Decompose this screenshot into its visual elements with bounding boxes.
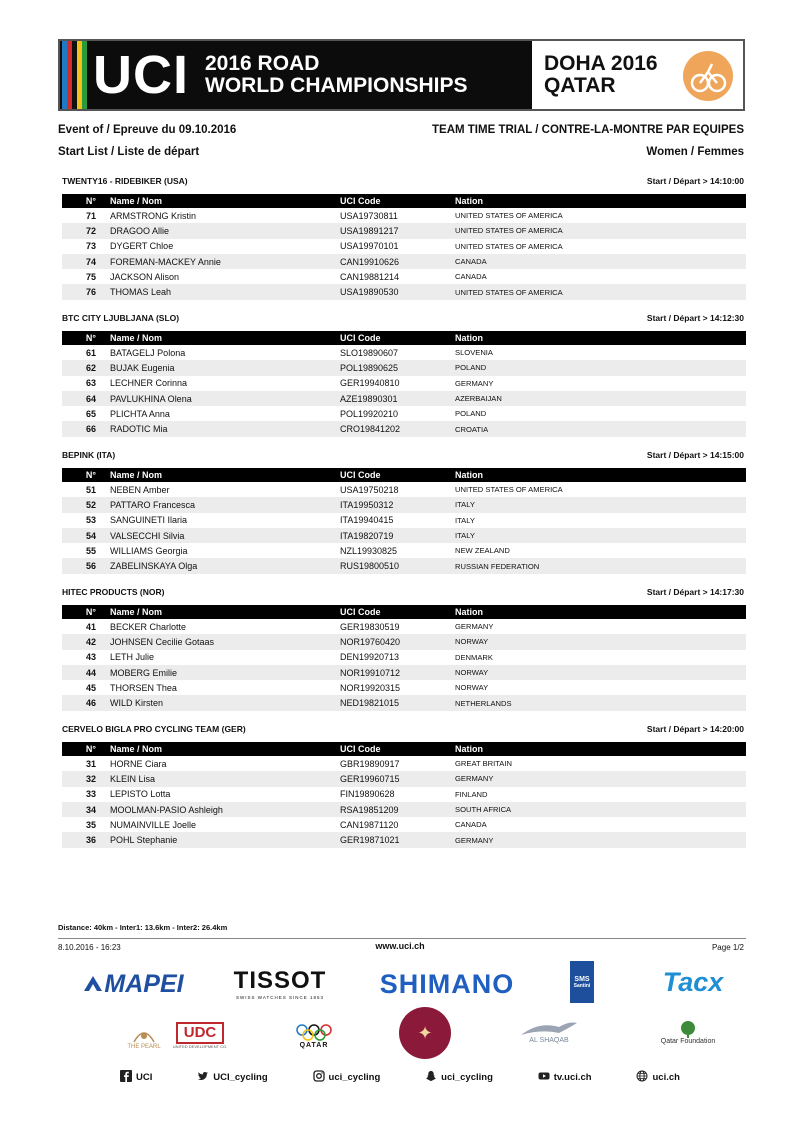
rider-nation: DENMARK xyxy=(455,652,493,662)
social-label: uci_cycling xyxy=(328,1072,381,1083)
uci-logo-text: UCI xyxy=(93,45,189,105)
col-header-uci-code: UCI Code xyxy=(340,742,455,756)
rider-name: WILLIAMS Georgia xyxy=(110,545,188,556)
social-label: uci_cycling xyxy=(441,1072,493,1083)
qf-text: Qatar Foundation xyxy=(660,1037,716,1045)
rider-name: DYGERT Chloe xyxy=(110,241,174,252)
distance-info: Distance: 40km - Inter1: 13.6km - Inter2: 26.4km xyxy=(58,923,228,932)
rider-uci-code: USA19970101 xyxy=(340,241,399,252)
rider-uci-code: NOR19760420 xyxy=(340,634,455,649)
rider-number: 43 xyxy=(85,652,96,663)
rider-uci-code: RUS19800510 xyxy=(340,558,455,573)
table-row xyxy=(62,513,746,528)
santini-text: Santini xyxy=(573,982,591,989)
table-row xyxy=(62,391,746,406)
rider-name: PAVLUKHINA Olena xyxy=(110,391,340,406)
rider-nation: AZERBAIJAN xyxy=(455,391,746,406)
rider-nation: NORWAY xyxy=(455,634,746,649)
tissot-text: TISSOT xyxy=(233,966,327,994)
rider-uci-code: ITA19950312 xyxy=(340,497,455,512)
rider-number: 44 xyxy=(62,665,110,680)
rider-number: 31 xyxy=(85,758,96,769)
championship-title-line1: 2016 ROAD xyxy=(205,52,320,75)
table-row xyxy=(62,482,746,497)
rider-uci-code: CAN19871120 xyxy=(340,819,399,830)
team-start-time: Start / Départ > 14:12:30 xyxy=(646,313,744,323)
rider-uci-code: USA19891217 xyxy=(340,223,455,238)
table-row xyxy=(62,695,746,710)
rider-number: 64 xyxy=(62,391,110,406)
rider-name: JACKSON Alison xyxy=(110,271,180,282)
rider-number: 71 xyxy=(85,210,96,221)
rider-table xyxy=(62,742,746,848)
col-header-nation: Nation xyxy=(455,331,746,345)
globe-icon xyxy=(636,1070,648,1085)
rider-nation: UNITED STATES OF AMERICA xyxy=(455,211,563,221)
rider-name: RADOTIC Mia xyxy=(110,421,340,436)
rainbow-stripes xyxy=(62,41,87,109)
rainbow-stripe xyxy=(82,41,87,109)
social-label: tv.uci.ch xyxy=(553,1072,592,1083)
col-header-name: Name / Nom xyxy=(110,331,340,345)
social-label: UCI xyxy=(136,1072,153,1083)
col-header-uci-code: UCI Code xyxy=(340,331,455,345)
rider-name: JOHNSEN Cecilie Gotaas xyxy=(110,634,340,649)
horse-icon xyxy=(519,1019,579,1037)
social-link[interactable] xyxy=(538,1070,592,1085)
table-header xyxy=(62,194,746,208)
udc-text: UDC xyxy=(176,1022,224,1044)
social-link[interactable] xyxy=(120,1070,152,1085)
col-header-number: N° xyxy=(62,605,110,619)
rider-number: 66 xyxy=(62,421,110,436)
rider-number: 52 xyxy=(62,497,110,512)
sms-santini-logo xyxy=(570,961,594,1003)
rider-table xyxy=(62,194,746,300)
rider-table xyxy=(62,331,746,437)
footer-divider xyxy=(58,938,746,939)
rider-uci-code: GER19871021 xyxy=(340,832,455,847)
table-row xyxy=(62,269,746,284)
rider-name: SANGUINETI Ilaria xyxy=(110,515,188,526)
page-number: Page 1/2 xyxy=(711,943,744,952)
rider-uci-code: POL19890625 xyxy=(340,360,455,375)
rider-name: LECHNER Corinna xyxy=(110,378,188,389)
col-header-number: N° xyxy=(62,742,110,756)
col-header-uci-code: UCI Code xyxy=(340,605,455,619)
al-shaqab-logo xyxy=(494,1013,604,1049)
table-row xyxy=(62,421,746,436)
rider-number: 63 xyxy=(85,378,96,389)
rider-number: 55 xyxy=(85,545,96,556)
table-row xyxy=(62,254,746,269)
team-start-time: Start / Départ > 14:20:00 xyxy=(646,724,744,734)
rider-number: 75 xyxy=(85,271,96,282)
table-row xyxy=(62,771,746,786)
qatar-foundation-logo xyxy=(628,1013,748,1051)
table-row xyxy=(62,802,746,817)
twitter-icon xyxy=(197,1070,209,1085)
rider-uci-code: POL19920210 xyxy=(340,408,399,419)
table-header xyxy=(62,331,746,345)
rider-nation: CANADA xyxy=(455,820,487,830)
table-row xyxy=(62,832,746,847)
team-start-time: Start / Départ > 14:15:00 xyxy=(646,450,744,460)
social-label: uci.ch xyxy=(652,1072,680,1083)
rider-nation: NEW ZEALAND xyxy=(455,546,510,556)
table-row xyxy=(62,497,746,512)
col-header-name: Name / Nom xyxy=(110,605,340,619)
rider-name: ARMSTRONG Kristin xyxy=(110,210,197,221)
sms-text: SMS xyxy=(574,975,590,983)
udc-logo xyxy=(172,1015,228,1055)
rider-number: 73 xyxy=(85,241,96,252)
rider-nation: GERMANY xyxy=(455,378,494,388)
rider-nation: POLAND xyxy=(455,360,746,375)
rider-nation: UNITED STATES OF AMERICA xyxy=(455,223,746,238)
rider-nation: ITALY xyxy=(455,515,475,525)
table-row xyxy=(62,360,746,375)
championship-title-line2: WORLD CHAMPIONSHIPS xyxy=(205,74,468,97)
tissot-logo xyxy=(230,960,330,1006)
rider-uci-code: GER19960715 xyxy=(340,771,455,786)
rider-nation: CANADA xyxy=(455,254,746,269)
col-header-name: Name / Nom xyxy=(110,468,340,482)
table-row xyxy=(62,543,746,558)
table-row xyxy=(62,345,746,360)
col-header-name: Name / Nom xyxy=(110,742,340,756)
social-links xyxy=(120,1070,680,1085)
rider-name: LETH Julie xyxy=(110,652,155,663)
rider-name: WILD Kirsten xyxy=(110,695,340,710)
table-row xyxy=(62,787,746,802)
rider-name: FOREMAN-MACKEY Annie xyxy=(110,254,340,269)
instagram-icon xyxy=(313,1070,325,1085)
rider-table xyxy=(62,605,746,711)
rider-name: ZABELINSKAYA Olga xyxy=(110,558,340,573)
table-row xyxy=(62,619,746,634)
rider-name: PATTARO Francesca xyxy=(110,497,340,512)
team-name: CERVELO BIGLA PRO CYCLING TEAM (GER) xyxy=(62,724,246,734)
rider-nation: NETHERLANDS xyxy=(455,695,746,710)
table-row xyxy=(62,665,746,680)
rider-number: 32 xyxy=(62,771,110,786)
table-row xyxy=(62,239,746,254)
rider-nation: ITALY xyxy=(455,497,746,512)
doha-title-line2: QATAR xyxy=(544,74,616,97)
social-link[interactable] xyxy=(636,1070,679,1085)
rider-uci-code: DEN19920713 xyxy=(340,652,400,663)
rider-number: 61 xyxy=(85,347,96,358)
rider-number: 35 xyxy=(85,819,96,830)
team-name: BEPINK (ITA) xyxy=(62,450,116,460)
rider-nation: SOUTH AFRICA xyxy=(455,802,746,817)
tissot-tagline: SWISS WATCHES SINCE 1853 xyxy=(235,994,324,1000)
table-row xyxy=(62,558,746,573)
rider-number: 46 xyxy=(62,695,110,710)
table-row xyxy=(62,680,746,695)
rider-name: NUMAINVILLE Joelle xyxy=(110,819,197,830)
qatar-olympic-logo xyxy=(284,1013,344,1057)
udc-subtitle: UNITED DEVELOPMENT CO. xyxy=(172,1043,228,1049)
shimano-logo: SHIMANO xyxy=(379,968,515,999)
rider-uci-code: GER19940810 xyxy=(340,378,400,389)
facebook-icon xyxy=(120,1070,132,1085)
col-header-nation: Nation xyxy=(455,194,746,208)
category-title: Women / Femmes xyxy=(646,146,744,158)
rider-number: 45 xyxy=(85,682,96,693)
championship-title xyxy=(205,53,468,97)
rider-nation: RUSSIAN FEDERATION xyxy=(455,558,746,573)
rider-name: DRAGOO Allie xyxy=(110,223,340,238)
doha-cyclist-logo-icon xyxy=(683,51,733,101)
rider-uci-code: NOR19920315 xyxy=(340,682,401,693)
col-header-nation: Nation xyxy=(455,742,746,756)
rider-number: 74 xyxy=(62,254,110,269)
col-header-number: N° xyxy=(62,194,110,208)
rider-name: MOBERG Emilie xyxy=(110,665,340,680)
social-link[interactable] xyxy=(425,1070,493,1085)
team-name: BTC CITY LJUBLJANA (SLO) xyxy=(62,313,180,323)
social-label: UCI_cycling xyxy=(213,1072,268,1083)
olympic-rings-icon xyxy=(294,1022,334,1042)
rider-uci-code: USA19890530 xyxy=(340,284,455,299)
rider-uci-code: GBR19890917 xyxy=(340,758,400,769)
rider-name: BECKER Charlotte xyxy=(110,621,187,632)
rider-uci-code: ITA19940415 xyxy=(340,515,394,526)
rider-nation: UNITED STATES OF AMERICA xyxy=(455,284,746,299)
rider-number: 42 xyxy=(62,634,110,649)
rider-name: HORNE Ciara xyxy=(110,758,167,769)
table-row xyxy=(62,223,746,238)
event-date: Event of / Epreuve du 09.10.2016 xyxy=(58,124,237,136)
pearl-text: THE PEARL xyxy=(127,1044,161,1050)
table-row xyxy=(62,528,746,543)
print-date: 8.10.2016 - 16:23 xyxy=(58,943,121,952)
the-pearl-logo xyxy=(114,1015,174,1059)
rider-number: 53 xyxy=(85,515,96,526)
rider-uci-code: ITA19820719 xyxy=(340,528,455,543)
rider-nation: NORWAY xyxy=(455,683,489,693)
rider-number: 65 xyxy=(85,408,96,419)
col-header-uci-code: UCI Code xyxy=(340,468,455,482)
table-row xyxy=(62,284,746,299)
team-name: TWENTY16 - RIDEBIKER (USA) xyxy=(62,176,188,186)
start-list-title: Start List / Liste de départ xyxy=(58,146,200,158)
table-row xyxy=(62,756,746,771)
table-row xyxy=(62,634,746,649)
rider-number: 34 xyxy=(62,802,110,817)
qatar-emblem-icon: ✦ xyxy=(399,1007,451,1059)
rider-nation: NORWAY xyxy=(455,665,746,680)
rider-number: 41 xyxy=(85,621,96,632)
col-header-nation: Nation xyxy=(455,468,746,482)
rider-name: VALSECCHI Silvia xyxy=(110,528,340,543)
rider-nation: GERMANY xyxy=(455,771,746,786)
pearl-icon xyxy=(131,1024,157,1044)
table-header xyxy=(62,605,746,619)
col-header-name: Name / Nom xyxy=(110,194,340,208)
rider-name: LEPISTO Lotta xyxy=(110,789,171,800)
rider-number: 62 xyxy=(62,360,110,375)
rider-number: 54 xyxy=(62,528,110,543)
doha-title-line1: DOHA 2016 xyxy=(544,52,658,75)
rider-number: 72 xyxy=(62,223,110,238)
rider-name: BATAGELJ Polona xyxy=(110,347,186,358)
table-row xyxy=(62,817,746,832)
youtube-icon xyxy=(538,1070,550,1085)
rider-number: 56 xyxy=(62,558,110,573)
rider-nation: SLOVENIA xyxy=(455,348,493,358)
rider-uci-code: AZE19890301 xyxy=(340,391,455,406)
rider-nation: UNITED STATES OF AMERICA xyxy=(455,241,563,251)
col-header-number: N° xyxy=(62,468,110,482)
social-link[interactable] xyxy=(313,1070,381,1085)
table-header xyxy=(62,742,746,756)
banner-black-panel xyxy=(60,41,532,109)
doha-panel xyxy=(532,41,743,109)
table-row xyxy=(62,650,746,665)
rider-name: THOMAS Leah xyxy=(110,284,340,299)
team-name: HITEC PRODUCTS (NOR) xyxy=(62,587,165,597)
rider-uci-code: USA19750218 xyxy=(340,484,399,495)
rider-number: 33 xyxy=(85,789,96,800)
rider-number: 76 xyxy=(62,284,110,299)
rider-nation: UNITED STATES OF AMERICA xyxy=(455,485,563,495)
rider-name: THORSEN Thea xyxy=(110,682,177,693)
championship-banner xyxy=(58,39,745,111)
rider-name: NEBEN Amber xyxy=(110,484,170,495)
rider-number: 36 xyxy=(62,832,110,847)
rider-nation: ITALY xyxy=(455,528,746,543)
snapchat-icon xyxy=(425,1070,437,1085)
rider-table xyxy=(62,468,746,574)
website-link[interactable]: www.uci.ch xyxy=(375,941,425,951)
rider-uci-code: CRO19841202 xyxy=(340,421,455,436)
rider-uci-code: CAN19910626 xyxy=(340,254,455,269)
team-start-time: Start / Départ > 14:17:30 xyxy=(646,587,744,597)
rider-nation: POLAND xyxy=(455,409,487,419)
social-link[interactable] xyxy=(197,1070,267,1085)
col-header-uci-code: UCI Code xyxy=(340,194,455,208)
rider-uci-code: RSA19851209 xyxy=(340,802,455,817)
rider-name: PLICHTA Anna xyxy=(110,408,170,419)
mapei-text: MAPEI xyxy=(104,969,184,998)
col-header-nation: Nation xyxy=(455,605,746,619)
tacx-logo: Tacx xyxy=(662,966,724,997)
rider-uci-code: FIN19890628 xyxy=(340,789,395,800)
shaqab-text: AL SHAQAB xyxy=(529,1036,569,1044)
rider-nation: CROATIA xyxy=(455,421,746,436)
mapei-logo xyxy=(68,967,198,1001)
col-header-number: N° xyxy=(62,331,110,345)
rider-nation: CANADA xyxy=(455,272,487,282)
qatar-text: QATAR xyxy=(299,1041,329,1049)
rider-uci-code: NZL19930825 xyxy=(340,545,398,556)
rider-uci-code: CAN19881214 xyxy=(340,271,400,282)
table-row xyxy=(62,406,746,421)
mapei-icon xyxy=(82,973,104,995)
rider-uci-code: NOR19910712 xyxy=(340,665,455,680)
rider-nation: GERMANY xyxy=(455,622,494,632)
sponsor-logos xyxy=(62,955,742,1085)
rider-uci-code: GER19830519 xyxy=(340,621,400,632)
tree-icon xyxy=(673,1020,703,1038)
discipline-title: TEAM TIME TRIAL / CONTRE-LA-MONTRE PAR EQUIPES xyxy=(432,124,744,136)
rider-name: POHL Stephanie xyxy=(110,832,340,847)
rider-uci-code: USA19730811 xyxy=(340,210,398,221)
rider-nation: GREAT BRITAIN xyxy=(455,759,512,769)
rider-uci-code: SLO19890607 xyxy=(340,347,399,358)
rider-name: MOOLMAN-PASIO Ashleigh xyxy=(110,802,340,817)
rider-name: KLEIN Lisa xyxy=(110,771,340,786)
table-row xyxy=(62,376,746,391)
team-start-time: Start / Départ > 14:10:00 xyxy=(646,176,744,186)
rider-nation: GERMANY xyxy=(455,832,746,847)
rider-name: BUJAK Eugenia xyxy=(110,360,340,375)
rider-nation: FINLAND xyxy=(455,789,488,799)
table-row xyxy=(62,208,746,223)
rider-number: 51 xyxy=(85,484,96,495)
rider-uci-code: NED19821015 xyxy=(340,695,455,710)
table-header xyxy=(62,468,746,482)
